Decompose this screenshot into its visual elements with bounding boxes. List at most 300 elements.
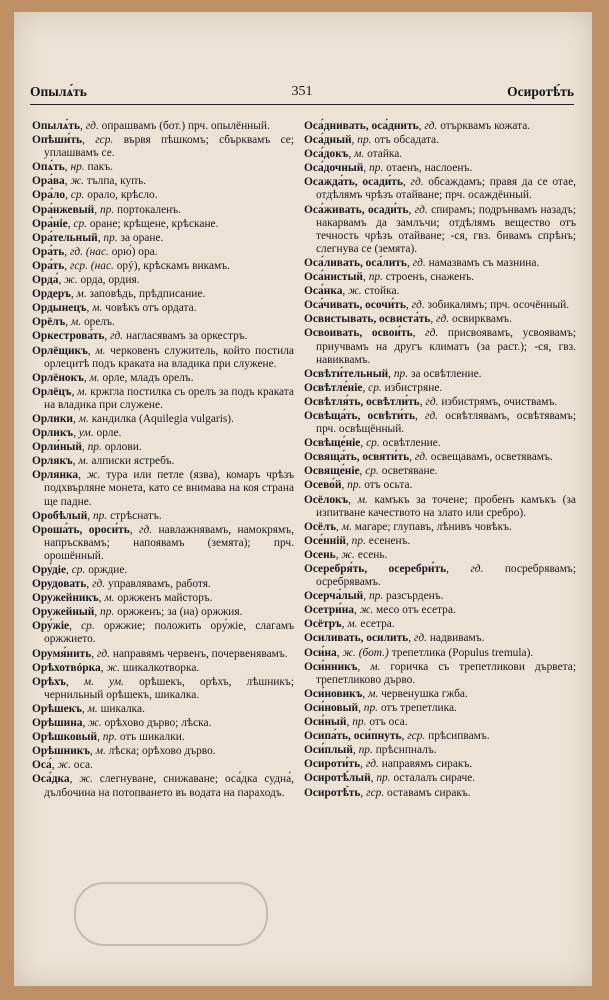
definition: посребрявамъ; осребрявамъ. [316,563,576,589]
dictionary-entry: Орли́ный, пр. орлови. [32,441,142,454]
headword: Ордынецъ [32,302,87,315]
grammar-tag: пр. [100,606,115,619]
dictionary-entry: Опѣши́ть, гср. вървя пѣшкомъ; сбърквамъ се; уплашвамъ се. [32,134,294,160]
definition: лѣска; орѣхово дърво. [108,745,216,758]
headword: Оса́нистый [304,271,363,284]
grammar-tag: пр. [103,231,118,244]
grammar-tag: ср. [70,189,85,202]
grammar-tag: пр. [358,744,373,757]
dictionary-entry: Орлёнокъ, м. орле, младъ орелъ. [32,371,194,384]
headword: Орѣшекъ [32,702,82,715]
definition-extra: (бот.) прч. опылённый. [159,120,270,132]
grammar-tag: ж. [86,469,101,482]
grammar-tag: пр. [369,162,384,175]
dictionary-entry: Ора́тельный, пр. за оране. [32,231,164,244]
headword: Ора́ть [32,259,65,272]
dictionary-entry: Осень, ж. есень. [304,548,388,561]
grammar-tag: м. [95,344,106,357]
definition: опрашвамъ [101,120,157,132]
definition: есень. [357,548,388,561]
definition: човѣкъ отъ ордата. [105,302,197,315]
grammar-tag: ж. [106,661,120,674]
dictionary-entry: Орѣхъ, м. ум. орѣшекъ, орѣхъ, лѣшникъ; чернильный орѣшекъ, шикалка. [32,675,294,701]
headword: Оса́дочный [304,162,364,175]
grammar-tag: ж. [79,773,93,786]
headword: Ора́тельный [32,231,98,244]
dictionary-entry: Орумя́нить, гд. направямъ червенъ, почервенявамъ. [32,647,288,660]
grammar-tag: м. [341,520,352,533]
headword: Оси́новикъ [304,687,363,700]
grammar-tag: гд. [92,578,106,591]
definition: пакъ. [87,161,113,174]
grammar-tag: ср. [73,217,87,230]
grammar-tag: ж. [348,285,362,298]
definition: осветяване. [381,465,438,478]
grammar-tag: ж. [57,759,71,772]
left-column [32,120,294,801]
grammar-tag: гд. [139,523,153,536]
dictionary-entry: Орѣшина, ж. орѣхово дърво; лѣска. [32,717,212,730]
dictionary-entry: Орёлъ, м. орелъ. [32,316,115,329]
grammar-tag: ж. [88,717,102,730]
headword: Осиротѣ́ть [304,786,361,799]
grammar-tag: гд. [470,563,484,575]
definition: зобикалямъ; прч. осочённый. [427,299,570,312]
definition: прѣснпналъ. [375,744,437,757]
definition: орждие. [88,564,128,576]
grammar-tag: гд. [110,330,124,343]
headword: Оробѣлый [32,509,88,522]
headword: Освѣти́тельный [304,367,389,380]
grammar-tag: ж. [341,548,355,561]
dictionary-entry: Освяща́ть, освяти́ть, гд. освещавамъ, осветявамъ. [304,451,553,464]
definition: обсаждамъ; правя да се отае, отдѣлямъ чрѣзъ отайване; прч. осаждённый. [316,176,576,202]
headword: Осеребря́ть, осеребри́ть [304,563,447,575]
grammar-tag: ср. [81,620,95,633]
grammar-tag: гср. (нас. [69,259,114,272]
grammar-tag: пр. [102,731,118,744]
definition: направямъ сиракъ. [381,758,473,771]
definition: освирквамъ. [451,313,512,326]
headword: Ора́ва [32,175,65,188]
definition: черковенъ служитель, който постила орлецитѣ подъ краката на владика при служене. [44,344,294,370]
headword: Осиливать, осилить [304,632,409,645]
grammar-tag: м. [104,592,115,605]
grammar-tag: гср. [366,786,385,799]
definition: освѣтлявамъ, освѣтявамъ; прч. освѣщённый. [316,409,576,436]
headword: Осёлокъ [304,493,349,506]
dictionary-entry: Оси́новикъ, м. червенушка гжба. [304,687,468,700]
headword: Осиротѣ́лый [304,772,371,785]
headword: Опѧ́ть [32,161,65,174]
headword: Освяще́ніе [304,465,360,478]
definition: вървя пѣшкомъ; сбърквамъ се; уплашвамъ се. [44,134,294,160]
dictionary-entry: Осетри́на, ж. месо отъ есетра. [304,604,456,617]
definition: орелъ. [83,316,115,329]
definition: стрѣснатъ. [110,509,162,522]
grammar-tag: ср. [366,437,380,450]
dictionary-entry: Осипа́ть, оси́пнуть, гср. прѣсипвамъ. [304,730,490,743]
dictionary-entry: Осёлокъ, м. камъкъ за точене; пробенъ камъкъ (за изпитване качеството на злато или сребро). [304,493,576,519]
headword: Освяща́ть, освяти́ть [304,451,410,464]
grammar-tag: м. [87,702,98,715]
headword: Оркестрова́ть [32,330,105,343]
dictionary-entry: Оса́живать, осади́ть, гд. спирамъ; подрънвамъ назадъ; накарвамъ да замлъчи; отдѣлямъ вещество отъ течность чрѣзъ отайване; -ся, гвз. бивамъ спрѣнъ; слегнува се (земята). [304,203,576,255]
dictionary-entry: Осётръ, м. есетра. [304,618,395,631]
headword: Освѣтле́ніе [304,381,363,394]
dictionary-entry: Орѣшковый, пр. отъ шикалки. [32,731,185,744]
definition: шикалка. [100,702,145,715]
headword: Осёлъ [304,520,337,533]
dictionary-entry: Осиротѣ́лый, пр. осталалъ сираче. [304,772,476,785]
dictionary-entry: Осироти́ть, гд. направямъ сиракъ. [304,758,473,771]
headword: Оса́нка [304,285,343,298]
dictionary-entry: Ордынецъ, м. човѣкъ отъ ордата. [32,302,197,315]
definition: намазвамъ съ мазнина. [428,256,540,269]
definition: нагласявамъ за оркестръ. [126,330,248,343]
headword: Осётръ [304,618,342,631]
dictionary-entry: Оркестрова́ть, гд. нагласявамъ за оркестръ. [32,330,248,343]
headword: Ора́ло [32,189,66,202]
headword: Орумя́нить [32,647,92,660]
dictionary-entry: Оса́дный, пр. отъ обсадата. [304,134,439,147]
headword: Осево́й [304,479,342,492]
dictionary-entry: Осажда́ть, осади́ть, гд. обсаждамъ; правя да се отае, отдѣлямъ чрѣзъ отайване; прч. осаждённый. [304,176,576,202]
definition: орý), крѣскамъ викамъ. [116,259,230,272]
definition: оране; крѣщене, крѣскане. [89,217,219,230]
definition: орле. [96,427,122,440]
grammar-tag: ж. [64,274,78,287]
headword: Ора́ть [32,245,65,258]
grammar-tag: м. [71,316,82,329]
definition: орда, ордия. [80,274,140,287]
dictionary-entry: Орудовать, гд. управлявамъ, работя. [32,578,211,591]
headword: Оси́новый [304,701,359,714]
headword: Освѣще́ніе [304,437,361,450]
definition: отаенъ, наслоенъ. [386,162,473,175]
definition: отайка. [367,148,403,161]
dictionary-entry: Освѣще́ніе, ср. освѣтление. [304,437,441,450]
definition: отъ трепетлика. [380,701,457,714]
headword: Орлики [32,412,73,425]
grammar-tag: пр. [368,590,384,603]
grammar-tag: пр. [351,534,366,547]
definition: алписки ястребъ. [91,455,175,468]
grammar-tag: гд. [436,313,450,326]
definition: за оране. [120,231,164,244]
grammar-tag: ж. (бот.) [342,646,389,659]
definition: орле, младъ орелъ. [102,371,194,384]
definition: отъ шикалки. [119,731,185,744]
dictionary-entry: Освистывать, освиста́ть, гд. освирквамъ. [304,313,512,326]
dictionary-entry: Ора́ть, гср. (нас. орý), крѣскамъ викамъ. [32,259,230,272]
definition: есененъ. [368,534,411,547]
grammar-tag: м. [347,618,358,631]
definition: надвивамъ. [429,632,485,645]
headword: Оса́живать, осади́ть [304,203,409,216]
page-number: 351 [291,84,313,99]
dictionary-entry: Освѣтле́ніе, ср. избистряне. [304,381,443,394]
headword: Оси́на [304,646,337,659]
definition: трепетлика (Populus tremula). [391,646,534,659]
headword: Орлёцъ [32,385,72,398]
definition: управлявамъ, работя. [108,578,211,591]
grammar-tag: гд. [410,176,424,189]
dictionary-entry: Освѣти́тельный, пр. за освѣтление. [304,367,482,380]
headword: Осе́нній [304,534,346,547]
headword: Орѣхотвóрка [32,661,101,674]
definition: орю́) ора. [111,245,158,258]
dictionary-entry: Оси́на, ж. (бот.) трепетлика (Populus tremula). [304,646,534,659]
dictionary-entry: Опѧ́ть, нр. пакъ. [32,161,113,174]
grammar-tag: гд. [414,451,428,464]
stamp-border [74,882,268,946]
grammar-tag: гд. [425,395,439,408]
dictionary-entry: Орѣшекъ, м. шикалка. [32,702,145,715]
headword: Осипа́ть, оси́пнуть [304,730,402,743]
headword: Оса́днивать, оса́днить [304,120,419,132]
grammar-tag: гср. [95,134,114,147]
dictionary-entry: Оса́, ж. оса. [32,759,93,772]
headword: Освѣтля́ть, освѣтли́ть [304,395,420,408]
dictionary-entry: Орлёщикъ, м. черковенъ служитель, който постила орлецитѣ подъ краката на владика при служене. [32,344,294,370]
definition: отъ обсадата. [374,134,439,147]
headword: Орѣшковый [32,731,98,744]
grammar-tag: м. [354,148,365,161]
headword: Опылѧ́ть [32,120,81,132]
definition: слегнуване, снижаване; оса́дка судна́, дълбочина на потопването въ водата на параходъ. [44,773,294,799]
definition: разсърденъ. [386,590,444,603]
dictionary-entry: Освѣтля́ть, освѣтли́ть, гд. избистрямъ, очиствамъ. [304,395,558,408]
grammar-tag: м. [89,371,100,384]
definition: отъ оса. [369,716,408,729]
grammar-tag: гд. (нас. [69,245,109,258]
headword: Орѣшникъ [32,745,90,758]
grammar-tag: м. [77,385,88,398]
dictionary-entry: Оса́чивать, осочи́ть, гд. зобикалямъ; прч. осочённый. [304,299,570,312]
definition: навлажнявамъ, намокрямъ, напръсквамъ; напоявамъ (земята); прч. орошённый. [44,523,294,562]
definition: стойка. [364,285,400,298]
dictionary-entry: Осиротѣ́ть, гср. оставамъ сиракъ. [304,786,471,799]
grammar-tag: гд. [411,299,425,312]
headword: Освоивать, освои́ть [304,327,413,340]
grammar-tag: ср. [365,465,379,478]
definition: оса. [73,759,93,772]
definition: орало, крѣсло. [87,189,158,202]
definition: тълпа, купъ. [86,175,147,188]
definition: избистряне. [384,381,443,394]
headword: Оса́ливать, оса́лить [304,256,407,269]
grammar-tag: гд. [425,409,439,422]
grammar-tag: гд. [85,120,99,132]
grammar-tag: гд. [424,120,438,132]
headword: Ордеръ [32,288,71,301]
headword: Орудовать [32,578,87,591]
definition: кандилка (Aquilegia vulgaris). [91,412,234,425]
definition: освещавамъ, осветявамъ. [430,451,553,464]
grammar-tag: гд. [412,256,426,269]
headword: Оса́ [32,759,52,772]
headword: Осетри́на [304,604,355,617]
grammar-tag: пр. [92,509,108,522]
grammar-tag: м. [78,412,89,425]
dictionary-entry: Орѣшникъ, м. лѣска; орѣхово дърво. [32,745,216,758]
dictionary-entry: Осерча́лый, пр. разсърденъ. [304,590,444,603]
headword: Осень [304,548,336,561]
dictionary-entry: Оробѣлый, пр. стрѣснатъ. [32,509,162,522]
definition: горичка съ трепетликови дървета; трепетликово дърво. [316,660,576,686]
dictionary-entry: Ора́нжевый, пр. портокаленъ. [32,203,181,216]
definition: оржженъ майсторъ. [117,592,213,605]
dictionary-entry: Осево́й, пр. отъ осьта. [304,479,413,492]
definition: оржженъ; за (на) оржжия. [117,606,243,619]
dictionary-entry: Оса́нистый, пр. строенъ, снаженъ. [304,271,475,284]
dictionary-entry: Освѣща́ть, освѣти́ть, гд. освѣтлявамъ, освѣтявамъ; прч. освѣщённый. [304,409,576,436]
grammar-tag: ж. [70,175,84,188]
grammar-tag: нр. [70,161,85,174]
grammar-tag: пр. [347,479,362,492]
headword: Оса́докъ [304,148,349,161]
dictionary-entry: Оса́дка, ж. слегнуване, снижаване; оса́дка судна́, дълбочина на потопването въ водата на параходъ. [32,773,294,799]
dictionary-entry: Оружейникъ, м. оржженъ майсторъ. [32,592,213,605]
dictionary-entry: Оси́новый, пр. отъ трепетлика. [304,701,457,714]
grammar-tag: пр. [352,716,367,729]
grammar-tag: гд. [365,758,379,771]
grammar-tag: ср. [71,564,86,576]
definition: избистрямъ, очиствамъ. [441,395,558,408]
dictionary-entry: Ору́діе, ср. орждие. [32,564,128,576]
definition: спирамъ; подрънвамъ назадъ; накарвамъ да замлъчи; отдѣлямъ вещество отъ течность чрѣзъ отайване; -ся, гвз. бивамъ спрѣнъ; слегнува се (земята). [316,203,576,255]
grammar-tag: ж. [359,604,374,617]
grammar-tag: пр. [393,367,409,380]
definition: кржгла постилка съ орелъ за подъ краката на владика при служене. [44,385,294,411]
definition: оставамъ сиракъ. [387,786,471,799]
dictionary-entry: Освяще́ніе, ср. осветяване. [304,465,438,478]
definition: орѣхово дърво; лѣска. [104,717,212,730]
headword: Орли́ный [32,441,82,454]
dictionary-entry: Осеребря́ть, осеребри́ть, гд. посребрявамъ; осребрявамъ. [304,563,576,589]
page-header [30,78,574,105]
dictionary-entry: Ора́ва, ж. тълпа, купъ. [32,175,147,188]
grammar-tag: пр. [363,701,379,714]
grammar-tag: пр. [87,441,102,454]
definition: отърквамъ кожата. [440,120,531,132]
headword: Освѣща́ть, освѣти́ть [304,409,416,422]
dictionary-page [14,12,592,986]
grammar-tag: гср. [407,730,426,743]
definition: червенушка гжба. [381,687,468,700]
headword: Орлякъ [32,455,73,468]
dictionary-entry: Орлякъ, м. алписки ястребъ. [32,455,175,468]
definition: шикалкотворка. [122,661,200,674]
grammar-tag: пр. [99,203,115,216]
definition: за освѣтление. [410,367,482,380]
headword: Оса́дка [32,773,70,786]
grammar-tag: м. [76,288,87,301]
definition: оржжие; положить ору́жіе, слагамъ оржжието. [44,620,294,646]
grammar-tag: пр. [376,772,391,785]
headword: Орлёщикъ [32,344,88,357]
grammar-tag: м. [368,687,379,700]
grammar-tag: гд. [96,647,111,660]
grammar-tag: пр. [368,271,383,284]
headword: Ороша́ть, ороси́ть [32,523,130,536]
definition: месо отъ есетра. [376,604,456,617]
headword: Оси́нникъ [304,660,358,673]
definition: освѣтление. [382,437,441,450]
headword: Опѣши́ть [32,134,83,147]
grammar-tag: м. [92,302,103,315]
headword: Орлёнокъ [32,371,84,384]
dictionary-entry: Орда́, ж. орда, ордия. [32,274,140,287]
headword: Ора́нжевый [32,203,95,216]
right-column [304,120,576,801]
headword: Оружейный [32,606,95,619]
headword: Орёлъ [32,316,66,329]
dictionary-entry: Ороша́ть, ороси́ть, гд. навлажнявамъ, намокрямъ, напръсквамъ; напоявамъ (земята); прч. орошённый. [32,523,294,562]
dictionary-entry: Оружейный, пр. оржженъ; за (на) оржжия. [32,606,243,619]
dictionary-entry: Ора́ть, гд. (нас. орю́) ора. [32,245,158,258]
dictionary-entry: Оса́нка, ж. стойка. [304,285,400,298]
headword: Оса́дный [304,134,352,147]
grammar-tag: ум. [78,427,94,440]
definition: орлови. [104,441,142,454]
grammar-tag: м. ум. [83,675,124,688]
dictionary-entry: Орѣхотвóрка, ж. шикалкотворка. [32,661,200,674]
headword: Осажда́ть, осади́ть [304,176,403,189]
dictionary-entry: Оса́ливать, оса́лить, гд. намазвамъ съ мазнина. [304,256,540,269]
dictionary-entry: Ордеръ, м. заповѣдь, прѣдписание. [32,288,206,301]
definition: присвоявамъ, усвоявамъ; приучвамъ на другъ климатъ (за раст.); -ся, гвз. навиквамъ. [316,327,576,366]
dictionary-entry: Оса́докъ, м. отайка. [304,148,403,161]
dictionary-entry: Оси́плый, пр. прѣснпналъ. [304,744,437,757]
dictionary-entry: Орлянка, ж. тура или петле (язва), комаръ чрѣзъ подхвърляне монета, като се внимава на коя страна ще падне. [32,469,294,508]
headword: Ору́діе [32,564,67,576]
headword: Орѣхъ [32,675,66,688]
definition: портокаленъ. [117,203,181,216]
dictionary-entry: Орлёцъ, м. кржгла постилка съ орелъ за подъ краката на владика при служене. [32,385,294,411]
dictionary-entry: Оси́нникъ, м. горичка съ трепетликови дървета; трепетликово дърво. [304,660,576,686]
definition: осталалъ сираче. [393,772,476,785]
headword: Оси́плый [304,744,353,757]
dictionary-entry: Осе́нній, пр. есененъ. [304,534,411,547]
definition: есетра. [360,618,395,631]
grammar-tag: м. [95,745,106,758]
grammar-tag: гд. [413,632,427,645]
definition: направямъ червенъ, почервенявамъ. [112,647,288,660]
header-right-word: Осиротѣ́ть [507,84,574,99]
grammar-tag: пр. [357,134,372,147]
grammar-tag: ср. [368,381,382,394]
definition: заповѣдь, прѣдписание. [89,288,206,301]
headword: Оси́ный [304,716,347,729]
definition: отъ осьта. [364,479,413,492]
headword: Орликъ [32,427,74,440]
headword: Освистывать, освиста́ть [304,313,431,326]
grammar-tag: м. [78,455,89,468]
dictionary-entry: Оси́ный, пр. отъ оса. [304,716,408,729]
definition: орѣшекъ, орѣхъ, лѣшникъ; чернильный орѣшекъ, шикалка. [44,675,294,701]
grammar-tag: гд. [425,327,439,340]
headword: Орда́ [32,274,59,287]
dictionary-entry: Осёлъ, м. магаре; глупавъ, лѣнивъ човѣкъ. [304,520,512,533]
library-stamp [54,852,284,972]
headword: Осироти́ть [304,758,361,771]
grammar-tag: гд. [414,203,428,216]
headword: Оружейникъ [32,592,99,605]
dictionary-entry: Орлики, м. кандилка (Aquilegia vulgaris). [32,412,234,425]
dictionary-entry: Ору́жіе, ср. оржжие; положить ору́жіе, слагамъ оржжието. [32,620,294,646]
